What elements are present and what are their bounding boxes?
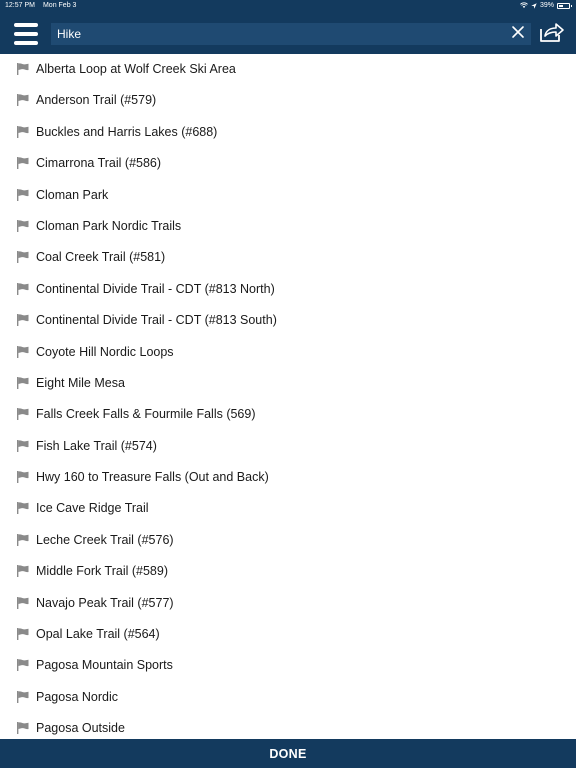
battery-level [559, 5, 563, 7]
flag-icon [16, 157, 29, 169]
list-item[interactable] [0, 180, 576, 211]
list-item[interactable] [0, 682, 576, 713]
flag-icon [16, 502, 29, 514]
list-item[interactable] [0, 54, 576, 85]
list-item[interactable] [0, 148, 576, 179]
flag-icon [16, 314, 29, 326]
flag-icon [16, 126, 29, 138]
list-item-label: Pagosa Mountain Sports [36, 658, 173, 673]
clear-search-icon[interactable] [508, 22, 528, 42]
list-item-label: Opal Lake Trail (#564) [36, 627, 160, 642]
list-item-label: Cloman Park Nordic Trails [36, 218, 182, 233]
flag-icon [16, 628, 29, 640]
list-item-label: Leche Creek Trail (#576) [36, 532, 174, 547]
done-button[interactable]: DONE [0, 739, 576, 768]
list-item[interactable] [0, 305, 576, 336]
share-icon[interactable] [539, 20, 565, 44]
list-item[interactable] [0, 556, 576, 587]
flag-icon [16, 408, 29, 420]
list-item-label: Continental Divide Trail - CDT (#813 South) [36, 313, 277, 328]
list-item[interactable] [0, 337, 576, 368]
flag-icon [16, 220, 29, 232]
list-item[interactable] [0, 462, 576, 493]
list-item-label: Navajo Peak Trail (#577) [36, 595, 174, 610]
list-item-label: Middle Fork Trail (#589) [36, 564, 168, 579]
flag-icon [16, 565, 29, 577]
list-item[interactable] [0, 117, 576, 148]
list-item-label: Falls Creek Falls & Fourmile Falls (569) [36, 407, 256, 422]
list-item-label: Cimarrona Trail (#586) [36, 156, 162, 171]
battery-icon [557, 3, 570, 9]
status-date: Mon Feb 3 [42, 2, 77, 9]
list-item-label: Pagosa Outside [36, 721, 125, 736]
list-item-label: Buckles and Harris Lakes (#688) [36, 124, 218, 139]
flag-icon [16, 722, 29, 734]
list-item-label: Ice Cave Ridge Trail [36, 501, 149, 516]
flag-icon [16, 189, 29, 201]
list-item-label: Anderson Trail (#579) [36, 93, 157, 108]
flag-icon [16, 377, 29, 389]
status-bar [0, 0, 576, 11]
list-item[interactable] [0, 493, 576, 524]
list-item[interactable] [0, 619, 576, 650]
list-item[interactable] [0, 368, 576, 399]
flag-icon [16, 659, 29, 671]
flag-icon [16, 691, 29, 703]
list-item-label: Pagosa Nordic [36, 689, 118, 704]
list-item[interactable] [0, 399, 576, 430]
list-item[interactable] [0, 211, 576, 242]
battery-percent: 39% [539, 2, 554, 9]
hamburger-bar [14, 41, 38, 45]
trail-list [0, 54, 576, 740]
header-toolbar [0, 11, 576, 54]
hamburger-bar [14, 32, 38, 36]
list-item[interactable] [0, 525, 576, 556]
menu-button[interactable] [14, 23, 38, 45]
search-input[interactable] [57, 23, 497, 45]
search-field [51, 23, 531, 45]
flag-icon [16, 63, 29, 75]
flag-icon [16, 534, 29, 546]
list-item-label: Coal Creek Trail (#581) [36, 250, 166, 265]
list-item-label: Fish Lake Trail (#574) [36, 438, 157, 453]
list-item-label: Continental Divide Trail - CDT (#813 North) [36, 281, 275, 296]
list-item[interactable] [0, 713, 576, 740]
flag-icon [16, 440, 29, 452]
list-item-label: Alberta Loop at Wolf Creek Ski Area [36, 62, 236, 76]
flag-icon [16, 471, 29, 483]
list-item-label: Hwy 160 to Treasure Falls (Out and Back) [36, 470, 269, 485]
flag-icon [16, 94, 29, 106]
hamburger-bar [14, 23, 38, 27]
list-item-label: Eight Mile Mesa [36, 375, 125, 390]
wifi-icon [520, 2, 528, 9]
flag-icon [16, 283, 29, 295]
status-time: 12:57 PM [5, 2, 35, 9]
list-item-label: Coyote Hill Nordic Loops [36, 344, 174, 359]
list-item[interactable] [0, 274, 576, 305]
flag-icon [16, 346, 29, 358]
flag-icon [16, 251, 29, 263]
flag-icon [16, 597, 29, 609]
list-item[interactable] [0, 650, 576, 681]
list-item-label: Cloman Park [36, 187, 109, 202]
list-item[interactable] [0, 242, 576, 273]
list-item[interactable] [0, 588, 576, 619]
location-arrow-icon [531, 3, 537, 9]
list-item[interactable] [0, 431, 576, 462]
list-item[interactable] [0, 85, 576, 116]
